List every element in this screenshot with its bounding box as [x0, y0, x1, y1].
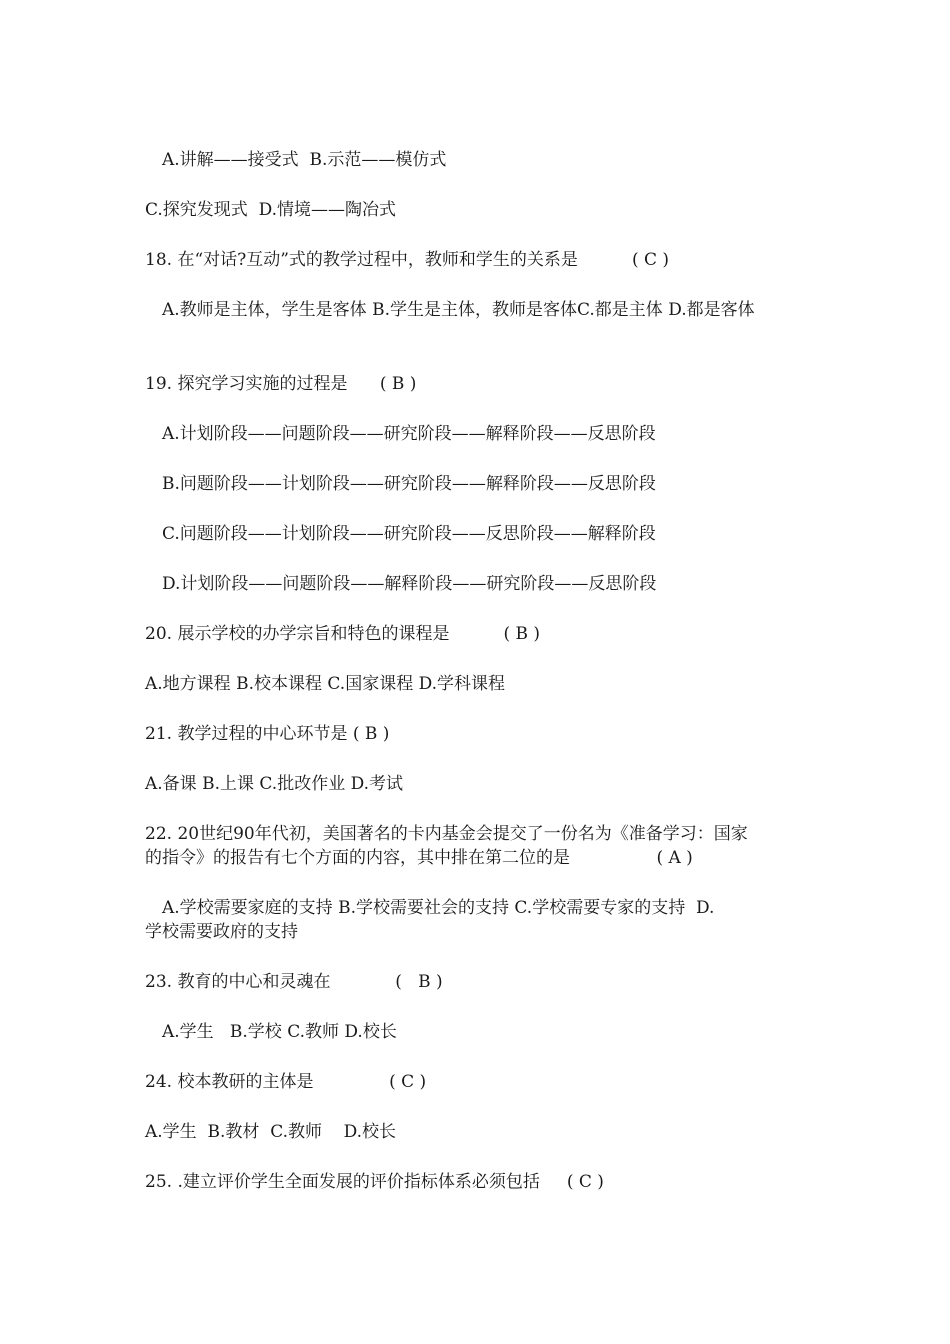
q22-options-line-2: 学校需要政府的支持 [145, 922, 298, 942]
question-18: 18. 在“对话?互动”式的教学过程中，教师和学生的关系是 ( C ) [145, 250, 670, 270]
q24-options: A.学生 B.教材 C.教师 D.校长 [145, 1122, 397, 1142]
q19-option-a: A.计划阶段——问题阶段——研究阶段——解释阶段——反思阶段 [162, 424, 656, 444]
question-22-line-1: 22. 20世纪90年代初，美国著名的卡内基金会提交了一份名为《准备学习：国家 [145, 824, 748, 844]
question-21: 21. 教学过程的中心环节是 ( B ) [145, 724, 390, 744]
question-24: 24. 校本教研的主体是 ( C ) [145, 1072, 427, 1092]
question-22-line-2: 的指令》的报告有七个方面的内容，其中排在第二位的是 ( A ) [145, 848, 693, 868]
q21-options: A.备课 B.上课 C.批改作业 D.考试 [145, 774, 404, 794]
q19-option-d: D.计划阶段——问题阶段——解释阶段——研究阶段——反思阶段 [162, 574, 657, 594]
q20-options: A.地方课程 B.校本课程 C.国家课程 D.学科课程 [145, 674, 506, 694]
question-19: 19. 探究学习实施的过程是 ( B ) [145, 374, 417, 394]
q17-options-line-1: A.讲解——接受式 B.示范——模仿式 [162, 150, 447, 170]
q22-options-line-1: A.学校需要家庭的支持 B.学校需要社会的支持 C.学校需要专家的支持 D. [162, 898, 715, 918]
q19-option-b: B.问题阶段——计划阶段——研究阶段——解释阶段——反思阶段 [162, 474, 656, 494]
question-23: 23. 教育的中心和灵魂在 ( B ) [145, 972, 443, 992]
q23-options: A.学生 B.学校 C.教师 D.校长 [162, 1022, 397, 1042]
q19-option-c: C.问题阶段——计划阶段——研究阶段——反思阶段——解释阶段 [162, 524, 656, 544]
q17-options-line-2: C.探究发现式 D.情境——陶冶式 [145, 200, 397, 220]
question-20: 20. 展示学校的办学宗旨和特色的课程是 ( B ) [145, 624, 541, 644]
question-25: 25. .建立评价学生全面发展的评价指标体系必须包括 ( C ) [145, 1172, 604, 1192]
q18-options-line-1: A.教师是主体，学生是客体 B.学生是主体，教师是客体C.都是主体 D.都是客体 [162, 300, 755, 320]
